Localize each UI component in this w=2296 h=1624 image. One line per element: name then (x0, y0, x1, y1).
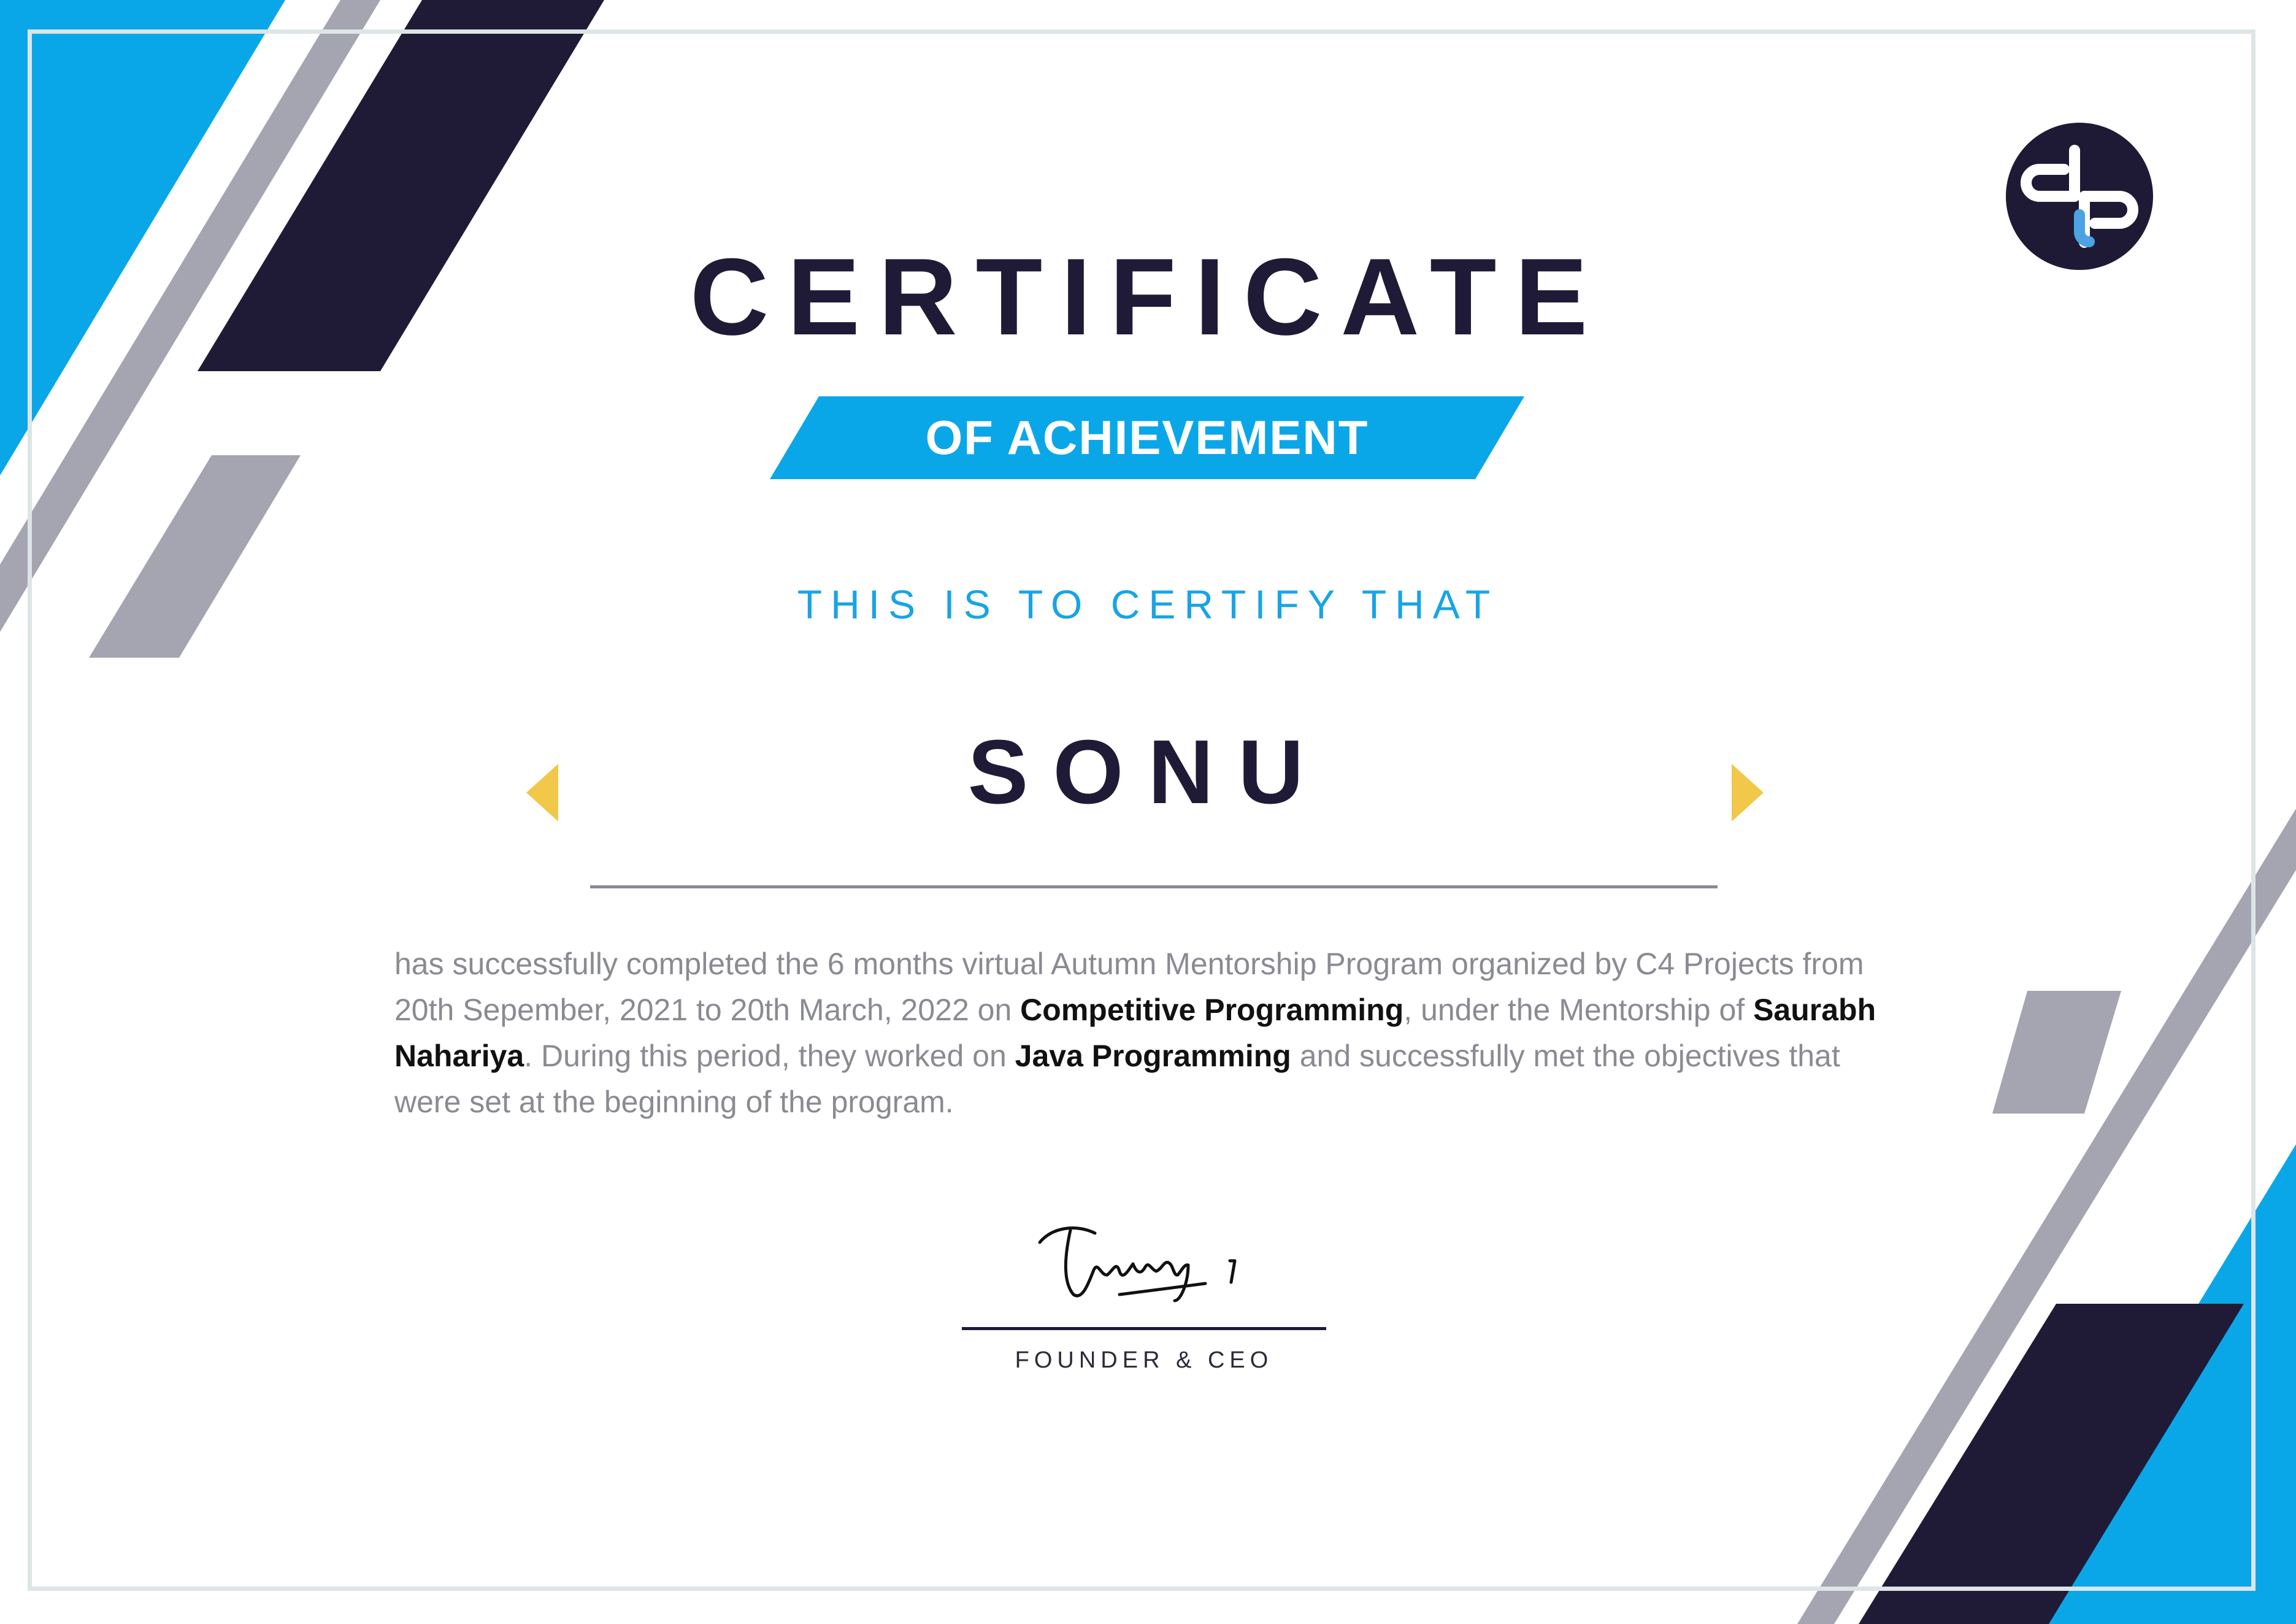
body-text-part2: , under the Mentorship of (1403, 993, 1754, 1027)
certificate-subtitle: OF ACHIEVEMENT (925, 410, 1369, 464)
certify-line: THIS IS TO CERTIFY THAT (797, 582, 1499, 627)
project-name: Java Programming (1015, 1039, 1291, 1073)
recipient-name: SONU (967, 722, 1329, 823)
certificate-body (394, 941, 1903, 1125)
name-underline (590, 885, 1718, 888)
right-triangle-icon (1732, 764, 1764, 822)
body-text-part3: . During this period, they worked on (524, 1039, 1015, 1073)
program-name: Competitive Programming (1020, 993, 1404, 1027)
body-text-part1: has successfully completed the 6 months virtual Autumn Mentorship Program organized by C4 Projects from 20th Sepember, 2021 to 20th March, 2022 on (394, 947, 1864, 1027)
signature-image (1027, 1203, 1248, 1313)
signature-line (962, 1327, 1326, 1330)
mentor-name: Saurabh Nahariya (394, 993, 1876, 1073)
signature-caption: FOUNDER & CEO (1015, 1347, 1273, 1373)
subtitle-ribbon (770, 396, 1524, 479)
certificate-title: CERTIFICATE (689, 236, 1607, 358)
body-text-part4: and successfully met the objectives that were set at the beginning of the program. (394, 1039, 1840, 1119)
